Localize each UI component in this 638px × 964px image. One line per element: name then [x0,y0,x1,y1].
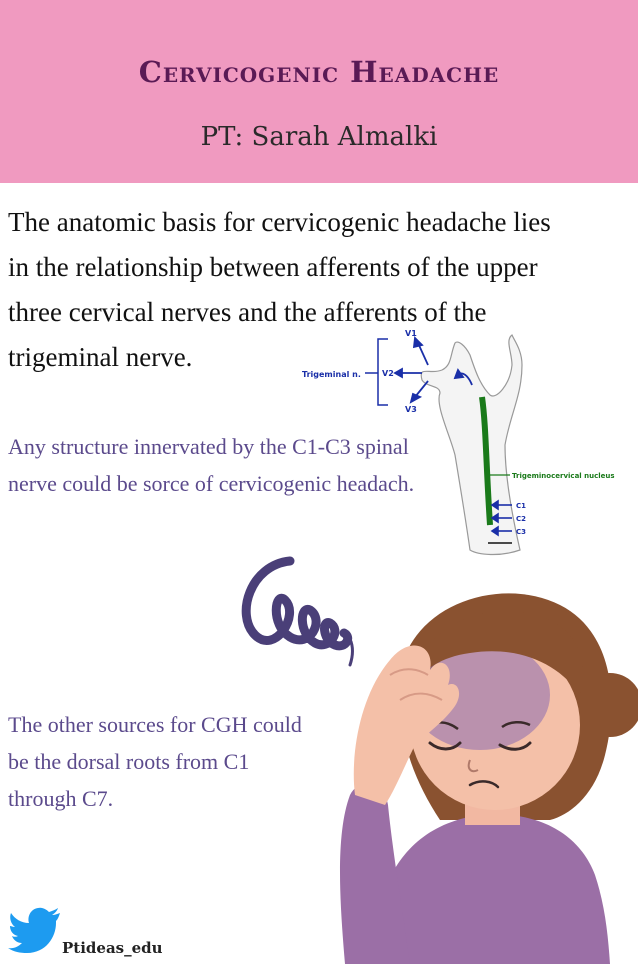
section1-paragraph: Any structure innervated by the C1-C3 spinal nerve could be sorce of cervicogenic headach. [8,434,415,496]
nucleus-label: Trigeminocervical nucleus [512,472,615,480]
brainstem-outline [421,335,522,555]
twitter-bird-icon [10,905,62,955]
c1-label: C1 [516,502,527,510]
v2-label: V2 [382,369,394,378]
section2-paragraph: The other sources for CGH could be the dorsal roots from C1 through C7. [8,712,302,811]
social-handle[interactable]: Ptideas_edu [62,939,163,957]
v3-label: V3 [405,405,417,414]
page-title: Cervicogenic Headache [138,55,500,89]
woman-headache-illustration [330,575,638,964]
intro-paragraph: The anatomic basis for cervicogenic headache lies in the relationship between afferents of the upper three cervical nerves and the afferents of the trigeminal nerve. [8,207,551,372]
v1-label: V1 [405,329,417,338]
header-banner [0,0,638,183]
trigeminal-label: Trigeminal n. [302,370,361,379]
author-subtitle: PT: Sarah Almalki [200,122,438,152]
c2-label: C2 [516,515,527,523]
c3-label: C3 [516,528,527,536]
